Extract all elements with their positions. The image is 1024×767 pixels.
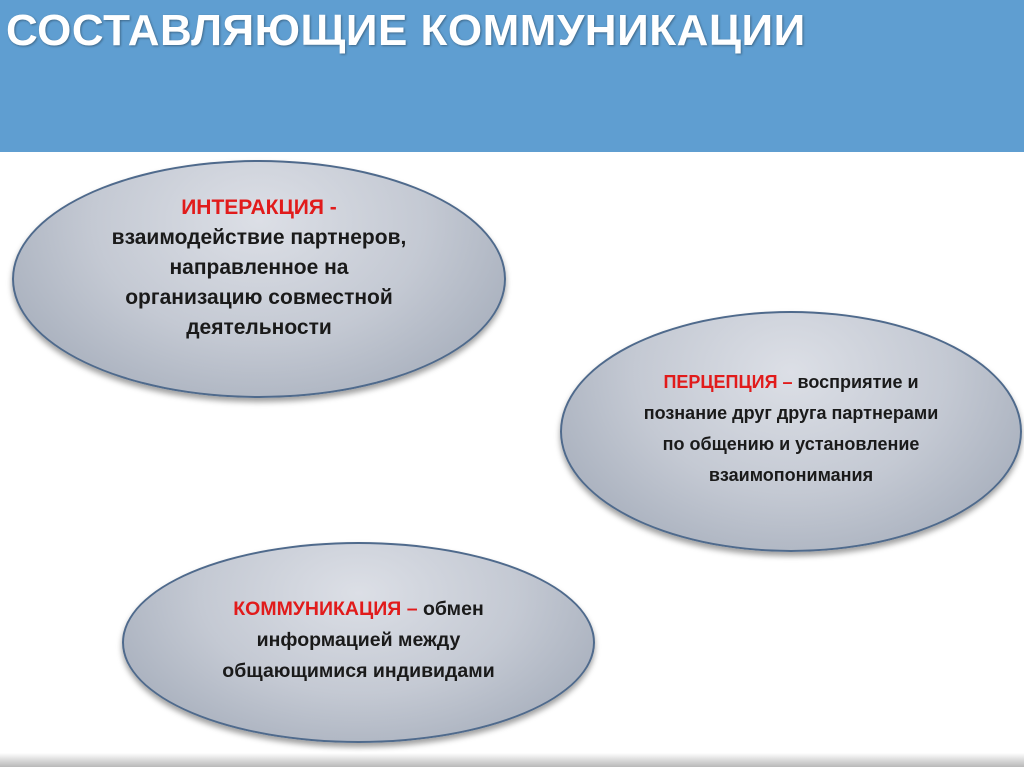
- perception-definition: восприятие и познание друг друга партнерами по общению и установление взаимопонимания: [643, 371, 939, 485]
- interaction-text: [99, 193, 419, 343]
- perception-ellipse: [560, 311, 1022, 552]
- communication-ellipse: [122, 542, 595, 743]
- interaction-definition: взаимодействие партнеров, направленное на организацию совместной деятельности: [111, 226, 407, 339]
- interaction-term: ИНТЕРАКЦИЯ -: [181, 196, 337, 219]
- communication-text: [194, 594, 524, 687]
- interaction-ellipse: [12, 160, 506, 398]
- perception-term: ПЕРЦЕПЦИЯ –: [663, 371, 793, 392]
- slide-title: СОСТАВЛЯЮЩИЕ КОММУНИКАЦИИ: [6, 6, 806, 55]
- communication-definition: обмен информацией между общающимися индивидами: [222, 598, 495, 682]
- communication-term: КОММУНИКАЦИЯ –: [233, 598, 418, 620]
- perception-text: [636, 367, 946, 491]
- title-banner: [0, 0, 1024, 152]
- bottom-border: [0, 753, 1024, 767]
